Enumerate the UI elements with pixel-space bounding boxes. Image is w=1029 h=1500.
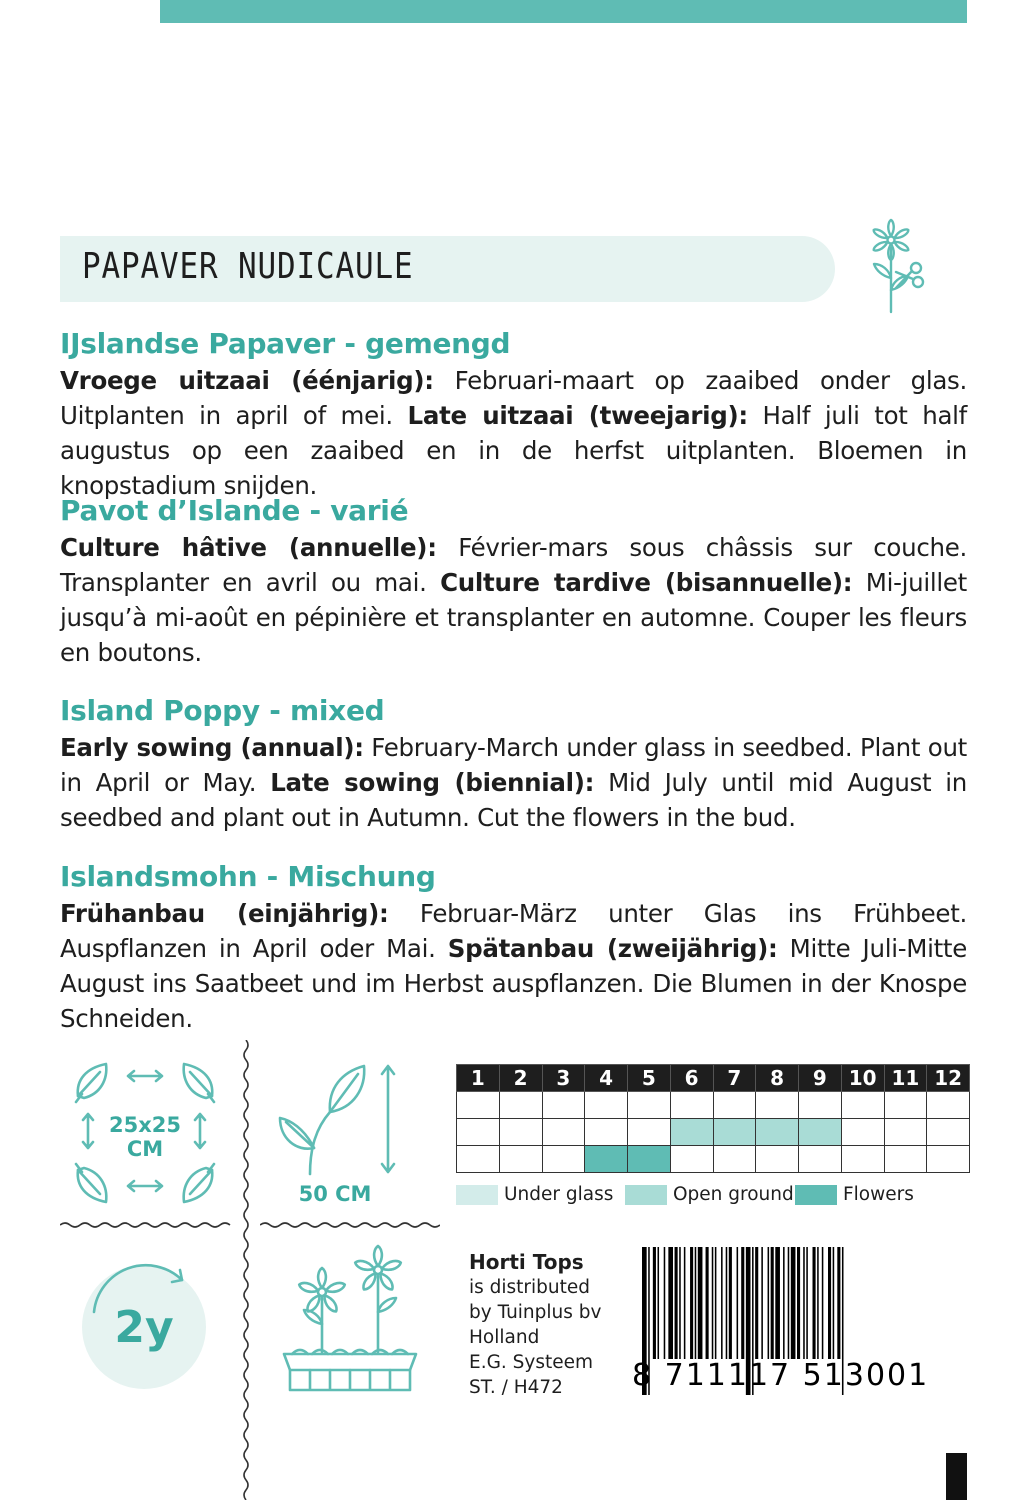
month-cell: 2 [499, 1065, 542, 1092]
barcode-bar [771, 1247, 774, 1359]
barcode-bar [803, 1247, 805, 1359]
calendar-cell [670, 1092, 713, 1119]
calendar-cell [457, 1092, 500, 1119]
barcode-bar [706, 1247, 709, 1359]
calendar-cell [799, 1146, 842, 1173]
calendar-cell [799, 1119, 842, 1146]
calendar-cell [585, 1146, 628, 1173]
legend-swatch [456, 1185, 498, 1205]
barcode-bar [741, 1247, 744, 1359]
barcode-bar [664, 1247, 666, 1359]
sowing-calendar [456, 1064, 970, 1173]
cut-flower-icon [862, 218, 928, 316]
calendar-cell [884, 1092, 927, 1119]
distributor-line: Holland [469, 1327, 540, 1348]
seed-tray-flowers-icon [270, 1240, 430, 1400]
barcode-bar [737, 1247, 739, 1359]
month-cell: 10 [841, 1065, 884, 1092]
barcode-bar [817, 1247, 819, 1359]
barcode-bar [729, 1247, 732, 1359]
calendar-cell [499, 1146, 542, 1173]
barcode-bar [698, 1247, 703, 1359]
calendar-cell [841, 1146, 884, 1173]
calendar-cell [542, 1092, 585, 1119]
calendar-cell [884, 1119, 927, 1146]
horizontal-divider-left [60, 1220, 232, 1230]
calendar-cell [585, 1092, 628, 1119]
calendar-cell [756, 1119, 799, 1146]
month-cell: 11 [884, 1065, 927, 1092]
legend-swatch [795, 1185, 837, 1205]
legend-label: Flowers [843, 1184, 914, 1205]
distributor-line: by Tuinplus bv [469, 1302, 602, 1323]
barcode-bar [715, 1247, 717, 1359]
top-accent-bar [160, 0, 967, 23]
barcode-bar [837, 1247, 840, 1359]
calendar-cell [585, 1119, 628, 1146]
calendar-row-open-ground [457, 1119, 970, 1146]
distributor-info [469, 1250, 601, 1400]
month-cell: 6 [670, 1065, 713, 1092]
barcode-bar [726, 1247, 728, 1359]
calendar-cell [499, 1119, 542, 1146]
barcode-number: 8 711117 513001 [632, 1358, 930, 1393]
calendar-cell [756, 1146, 799, 1173]
lifecycle-label: 2y [114, 1302, 174, 1353]
section-heading: IJslandse Papaver - gemengd [60, 327, 511, 360]
calendar-cell [670, 1146, 713, 1173]
barcode-bar [675, 1247, 678, 1359]
barcode-bar [695, 1247, 697, 1359]
barcode-bar [822, 1247, 824, 1359]
barcode-bar [768, 1247, 770, 1359]
barcode-bar [828, 1247, 831, 1359]
section-french [60, 494, 967, 670]
legend-flowers [795, 1184, 914, 1205]
section-english [60, 694, 967, 835]
calendar-cell [670, 1119, 713, 1146]
barcode-bar [813, 1247, 816, 1359]
section-body: Frühanbau (einjährig): Februar-März unter Glas ins Frühbeet. Auspflanzen in April oder Mai. Spätanbau (zweijährig): Mitte Juli-Mitte August ins Saatbeet und im Herbst auspflanzen. Die Blumen in der Knospe Schneiden. [60, 899, 967, 1033]
calendar-cell [713, 1119, 756, 1146]
calendar-cell [756, 1092, 799, 1119]
barcode-bar [658, 1247, 660, 1359]
calendar-cell [841, 1119, 884, 1146]
barcode-bar [755, 1247, 758, 1359]
calendar-cell [628, 1146, 671, 1173]
calendar-row-flowers [457, 1146, 970, 1173]
plant-height-icon [270, 1058, 410, 1178]
month-cell: 1 [457, 1065, 500, 1092]
legend-open-ground [625, 1184, 794, 1205]
vertical-divider [241, 1040, 251, 1500]
brand-name: Horti Tops [469, 1250, 584, 1274]
month-cell: 3 [542, 1065, 585, 1092]
distributor-line: E.G. Systeem [469, 1352, 594, 1373]
barcode-bar [833, 1247, 835, 1359]
section-german [60, 860, 967, 1036]
barcode-bar [653, 1247, 656, 1359]
barcode-bar [761, 1247, 763, 1359]
legend-under-glass [456, 1184, 613, 1205]
calendar-months-row [457, 1065, 970, 1092]
barcode-bar [797, 1247, 800, 1359]
calendar-cell [713, 1146, 756, 1173]
calendar-cell [841, 1092, 884, 1119]
calendar-cell [542, 1119, 585, 1146]
section-heading: Island Poppy - mixed [60, 694, 385, 727]
barcode-bar [775, 1247, 780, 1359]
distributor-line: is distributed [469, 1277, 591, 1298]
calendar-cell [542, 1146, 585, 1173]
calendar-cell [884, 1146, 927, 1173]
calendar-cell [499, 1092, 542, 1119]
month-cell: 9 [799, 1065, 842, 1092]
product-title: PAPAVER NUDICAULE [82, 246, 414, 287]
calendar-cell [457, 1119, 500, 1146]
barcode-bar [806, 1247, 808, 1359]
section-dutch [60, 327, 967, 503]
height-label: 50 CM [298, 1182, 372, 1206]
legend-label: Under glass [504, 1184, 614, 1205]
barcode-bar [690, 1247, 693, 1359]
registration-mark [946, 1453, 967, 1500]
month-cell: 5 [628, 1065, 671, 1092]
barcode-bar [783, 1247, 785, 1359]
barcode-bar [684, 1247, 686, 1359]
calendar-row-under-glass [457, 1092, 970, 1119]
calendar-cell [628, 1092, 671, 1119]
section-body: Culture hâtive (annuelle): Février-mars sous châssis sur couche. Transplanter en avril ou mai. Culture tardive (bisannuelle): Mi-juillet jusqu’à mi-août en pépinière et transplanter en automne. Couper les fleurs en boutons. [60, 533, 967, 667]
section-heading: Pavot d’Islande - varié [60, 494, 409, 527]
barcode-bar [721, 1247, 723, 1359]
month-cell: 12 [927, 1065, 970, 1092]
section-body: Vroege uitzaai (éénjarig): Februari-maart op zaaibed onder glas. Uitplanten in april of mei. Late uitzaai (tweejarig): Half juli tot half augustus op een zaaibed en in de herfst uitplanten. Bloemen in knopstadium snijden. [60, 366, 967, 500]
legend-label: Open ground [673, 1184, 794, 1205]
barcode-bar [712, 1247, 714, 1359]
section-body: Early sowing (annual): February-March under glass in seedbed. Plant out in April or May. Late sowing (biennial): Mid July until mid August in seedbed and plant out in Autumn. Cut the flowers in the bud. [60, 733, 967, 832]
calendar-cell [927, 1092, 970, 1119]
month-cell: 4 [585, 1065, 628, 1092]
calendar-cell [628, 1119, 671, 1146]
spacing-label: 25x25 CM [109, 1113, 181, 1161]
horizontal-divider-right [260, 1220, 440, 1230]
month-cell: 7 [713, 1065, 756, 1092]
calendar-cell [457, 1146, 500, 1173]
distributor-line: ST. / H472 [469, 1377, 563, 1398]
barcode-bar [791, 1247, 796, 1359]
calendar-cell [713, 1092, 756, 1119]
calendar-cell [927, 1119, 970, 1146]
barcode-bar [668, 1247, 673, 1359]
barcode-bar [788, 1247, 790, 1359]
month-cell: 8 [756, 1065, 799, 1092]
legend-swatch [625, 1185, 667, 1205]
barcode-bar [679, 1247, 681, 1359]
section-heading: Islandsmohn - Mischung [60, 860, 436, 893]
calendar-cell [799, 1092, 842, 1119]
calendar-cell [927, 1146, 970, 1173]
